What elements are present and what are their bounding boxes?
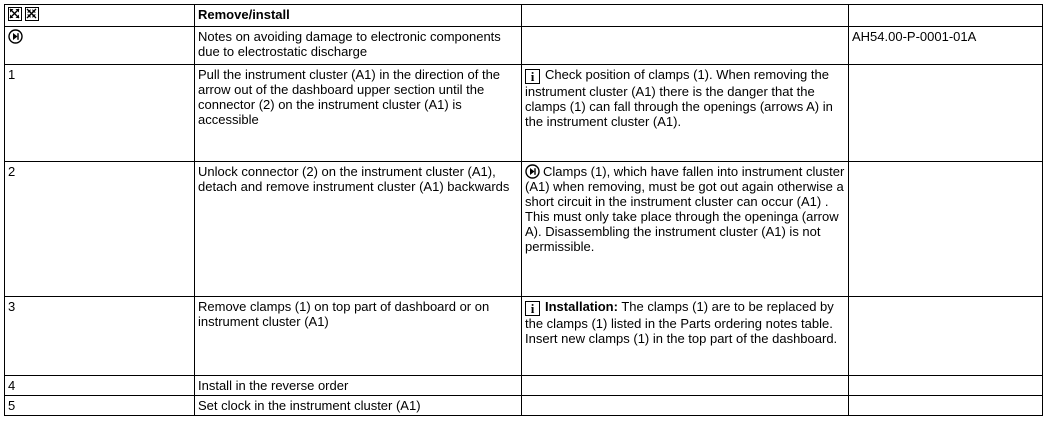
step-text: Unlock connector (2) on the instrument cluster (A1), detach and remove instrument cluster (A1) backwards <box>195 162 522 297</box>
reference-link[interactable]: AH54.00-P-0001-01A <box>849 27 1043 65</box>
step-text: Remove clamps (1) on top part of dashboard or on instrument cluster (A1) <box>195 297 522 376</box>
info-icon: i <box>525 69 540 84</box>
esd-warning-icon <box>525 164 540 179</box>
reference-cell <box>849 162 1043 297</box>
reference-cell <box>849 396 1043 416</box>
table-row <box>5 65 1043 162</box>
table-row <box>5 27 1043 65</box>
step-text: Pull the instrument cluster (A1) in the direction of the arrow out of the dashboard upper section until the connector (2) on the instrument cluster (A1) is accessible <box>195 65 522 162</box>
table-row <box>5 297 1043 376</box>
header-icons-cell <box>5 5 195 27</box>
expand-arrows-icon[interactable] <box>8 7 22 21</box>
esd-warning-icon <box>8 29 23 44</box>
reference-cell <box>849 65 1043 162</box>
procedure-table <box>4 4 1043 416</box>
step-number: 5 <box>5 396 195 416</box>
header-title: Remove/install <box>195 5 522 27</box>
reference-cell <box>849 376 1043 396</box>
step-text: Notes on avoiding damage to electronic components due to electrostatic discharge <box>195 27 522 65</box>
step-number: 2 <box>5 162 195 297</box>
step-number: 3 <box>5 297 195 376</box>
table-row <box>5 376 1043 396</box>
step-text: Install in the reverse order <box>195 376 522 396</box>
step-note-cell <box>522 65 849 162</box>
table-row <box>5 396 1043 416</box>
reference-cell <box>849 297 1043 376</box>
table-row <box>5 162 1043 297</box>
step-note-cell <box>522 162 849 297</box>
header-empty-cell <box>522 5 849 27</box>
step-note: The clamps (1) are to be replaced by the clamps (1) listed in the Parts ordering notes table. Insert new clamps (1) in the top part of the dashboard. <box>525 299 838 346</box>
step-number: 4 <box>5 376 195 396</box>
step-note-cell <box>522 297 849 376</box>
step-number-cell <box>5 27 195 65</box>
table-header-row <box>5 5 1043 27</box>
step-note <box>522 396 849 416</box>
collapse-arrows-icon[interactable] <box>25 7 39 21</box>
step-note: Clamps (1), which have fallen into instrument cluster (A1) when removing, must be got out again otherwise a short circuit in the instrument cluster can occur (A1) . This must only take place through the openinga (arrow A). Disassembling the instrument cluster (A1) is not permissible. <box>525 164 845 254</box>
step-number: 1 <box>5 65 195 162</box>
step-note: Check position of clamps (1). When removing the instrument cluster (A1) there is the danger that the clamps (1) can fall through the openings (arrows A) in the instrument cluster (A1). <box>525 67 833 129</box>
installation-label: Installation: <box>545 299 618 314</box>
step-text: Set clock in the instrument cluster (A1) <box>195 396 522 416</box>
header-empty-cell <box>849 5 1043 27</box>
step-note <box>522 27 849 65</box>
step-note <box>522 376 849 396</box>
info-icon: i <box>525 301 540 316</box>
